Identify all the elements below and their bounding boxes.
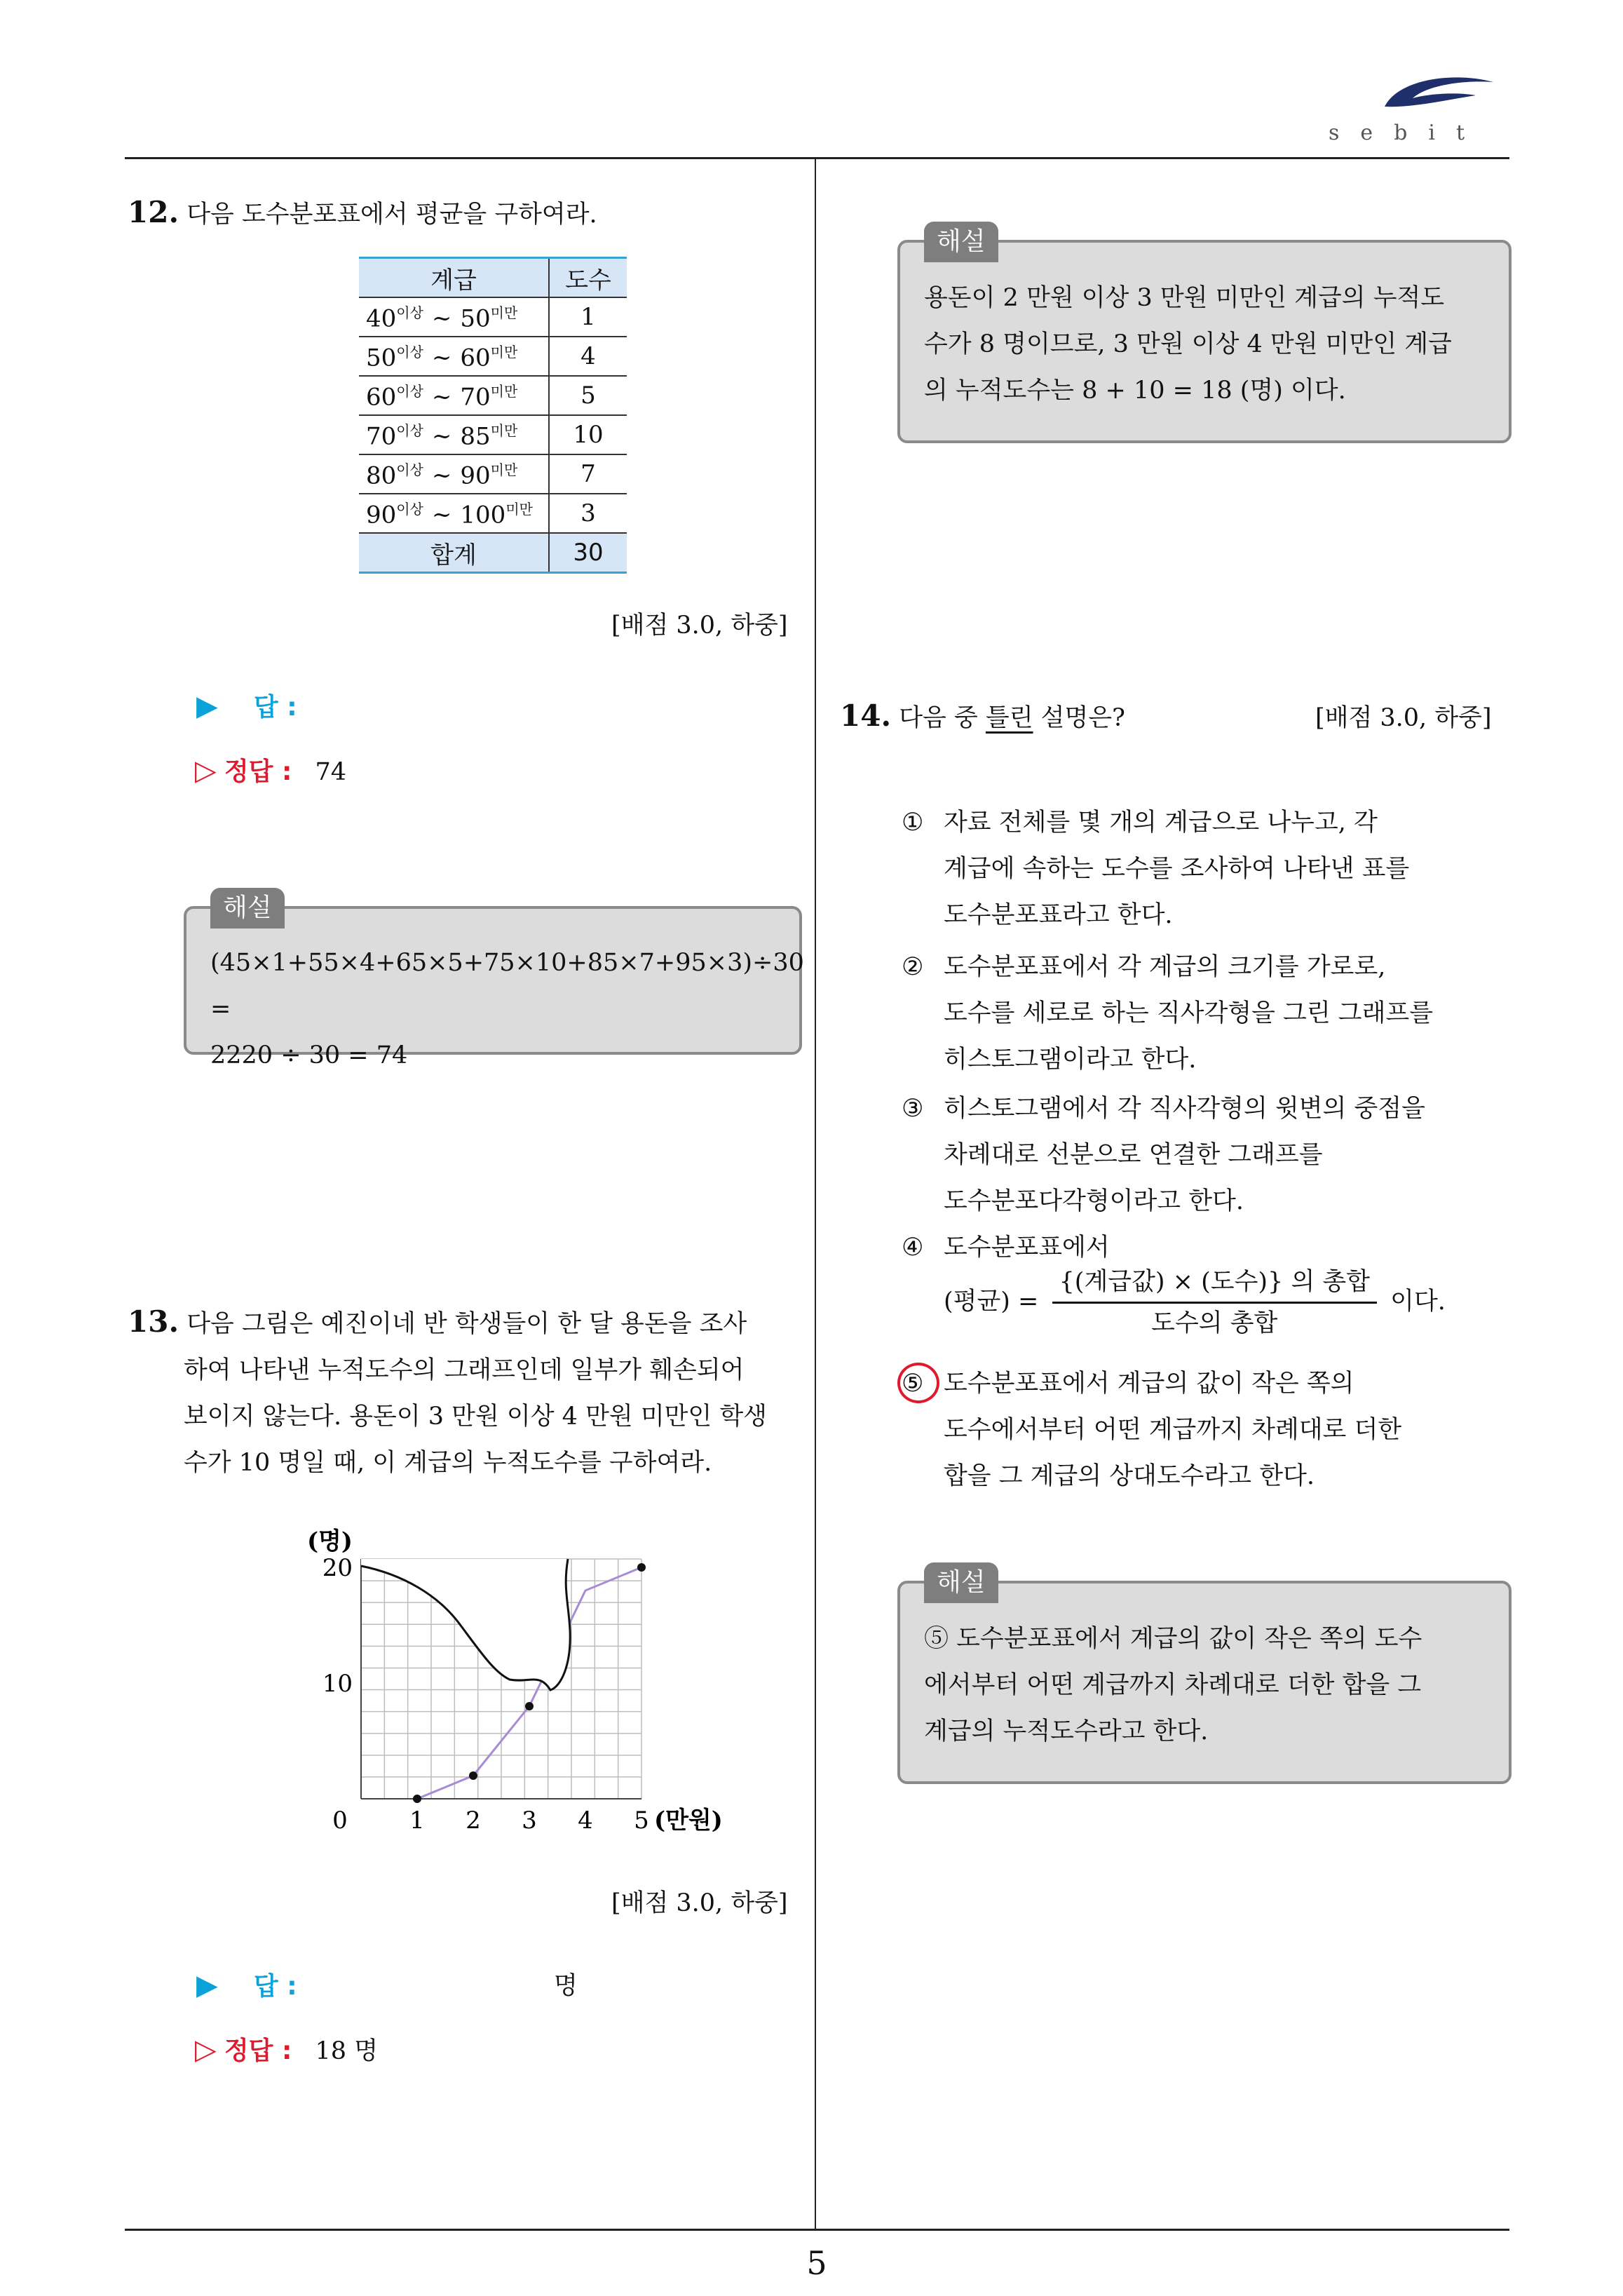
q14-question bbox=[840, 698, 1125, 734]
interval-low: 70 bbox=[366, 422, 397, 451]
q12-explanation-title: 해설 bbox=[210, 888, 285, 928]
q14-text-after: 설명은? bbox=[1033, 704, 1125, 732]
q12-explanation-line-2: 2220 ÷ 30 = 74 bbox=[210, 1041, 408, 1069]
interval-low-suffix: 이상 bbox=[396, 343, 423, 360]
interval-high-suffix: 미만 bbox=[490, 421, 518, 439]
column-divider bbox=[815, 159, 816, 2229]
interval-high: 85 bbox=[460, 422, 491, 451]
q12-solution-value: 74 bbox=[315, 758, 347, 786]
formula-numerator: {(계급값) × (도수)} 의 총합 bbox=[1052, 1262, 1377, 1304]
q14-mean-formula bbox=[944, 1262, 1446, 1343]
footer-rule bbox=[125, 2229, 1509, 2231]
x-tick-label: 4 bbox=[578, 1807, 593, 1835]
q13-question bbox=[128, 1299, 801, 1486]
q12-explanation-box bbox=[184, 893, 804, 1069]
q13-explanation-line-1: 용돈이 2 만원 이상 3 만원 미만인 계급의 누적도 bbox=[924, 284, 1445, 312]
q13-text-line-3: 보이지 않는다. 용돈이 3 만원 이상 4 만원 미만인 학생 bbox=[184, 1403, 767, 1431]
q13-explanation-box bbox=[897, 227, 1512, 443]
interval-high: 70 bbox=[460, 383, 491, 412]
formula-lhs: (평균) = bbox=[944, 1288, 1039, 1316]
q13-text-line-4: 수가 10 명일 때, 이 계급의 누적도수를 구하여라. bbox=[184, 1449, 712, 1477]
interval-low: 60 bbox=[366, 383, 397, 412]
option-3-line-3: 도수분포다각형이라고 한다. bbox=[944, 1187, 1244, 1215]
interval-high-suffix: 미만 bbox=[490, 304, 518, 321]
q12-answer-row bbox=[196, 687, 297, 723]
table-header-class: 계급 bbox=[359, 258, 549, 298]
option-2-line-1: 도수분포표에서 각 계급의 크기를 가로로, bbox=[944, 953, 1386, 981]
interval-high: 90 bbox=[460, 461, 491, 490]
interval-tilde: ~ bbox=[431, 383, 452, 412]
interval-low-suffix: 이상 bbox=[396, 304, 423, 321]
q13-solution-row bbox=[195, 2031, 378, 2067]
class-interval bbox=[359, 376, 549, 415]
class-interval bbox=[359, 415, 549, 454]
q12-text: 다음 도수분포표에서 평균을 구하여라. bbox=[186, 201, 597, 229]
option-4-line-1: 도수분포표에서 bbox=[944, 1234, 1110, 1262]
class-interval bbox=[359, 337, 549, 376]
option-3-line-1: 히스토그램에서 각 직사각형의 윗변의 중점을 bbox=[944, 1095, 1425, 1123]
interval-low-suffix: 이상 bbox=[396, 382, 423, 400]
data-point bbox=[469, 1771, 477, 1780]
q13-explanation-line-2: 수가 8 명이므로, 3 만원 이상 4 만원 미만인 계급 bbox=[924, 330, 1452, 358]
x-axis-label: (만원) bbox=[654, 1807, 723, 1835]
q13-answer-row bbox=[196, 1966, 297, 2002]
play-triangle-icon: ▶ bbox=[196, 690, 218, 722]
q12-answer-label: 답 : bbox=[253, 693, 297, 722]
x-tick-label: 2 bbox=[466, 1807, 481, 1835]
interval-low-suffix: 이상 bbox=[396, 500, 423, 518]
data-point bbox=[413, 1795, 421, 1803]
q13-text-line-2: 하여 나타낸 누적도수의 그래프인데 일부가 훼손되어 bbox=[184, 1356, 745, 1384]
interval-high: 60 bbox=[460, 344, 491, 372]
q12-number: 12. bbox=[128, 195, 179, 229]
q13-text-line-1: 다음 그림은 예진이네 반 학생들이 한 달 용돈을 조사 bbox=[186, 1310, 747, 1338]
interval-high: 100 bbox=[460, 501, 506, 529]
table-total-label: 합계 bbox=[359, 533, 549, 573]
interval-low: 90 bbox=[366, 501, 397, 529]
interval-tilde: ~ bbox=[431, 461, 452, 490]
play-triangle-icon: ▶ bbox=[196, 1969, 218, 2001]
q12-frequency-table bbox=[359, 257, 627, 574]
class-frequency: 4 bbox=[549, 337, 627, 376]
q12-solution-label: 정답 : bbox=[224, 757, 292, 786]
option-1-line-3: 도수분포표라고 한다. bbox=[944, 901, 1173, 929]
table-header-freq: 도수 bbox=[549, 258, 627, 298]
q13-number: 13. bbox=[128, 1304, 179, 1339]
class-frequency: 3 bbox=[549, 494, 627, 533]
outline-triangle-icon: ▷ bbox=[195, 755, 217, 787]
table-row bbox=[359, 337, 627, 376]
data-point bbox=[637, 1563, 646, 1572]
q12-meta: [배점 3.0, 하중] bbox=[611, 612, 788, 640]
interval-high-suffix: 미만 bbox=[490, 461, 518, 478]
class-interval bbox=[359, 494, 549, 533]
interval-high-suffix: 미만 bbox=[505, 500, 533, 518]
q14-explanation-box bbox=[897, 1568, 1512, 1784]
y-tick-label: 20 bbox=[322, 1554, 353, 1582]
interval-low-suffix: 이상 bbox=[396, 421, 423, 439]
option-1-line-2: 계급에 속하는 도수를 조사하여 나타낸 표를 bbox=[944, 855, 1410, 883]
q13-solution-label: 정답 : bbox=[224, 2037, 292, 2065]
option-5-line-1: 도수분포표에서 계급의 값이 작은 쪽의 bbox=[944, 1370, 1354, 1398]
option-1-line-1: 자료 전체를 몇 개의 계급으로 나누고, 각 bbox=[944, 809, 1378, 837]
q12-solution-row bbox=[195, 752, 346, 788]
option-5-line-3: 합을 그 계급의 상대도수라고 한다. bbox=[944, 1462, 1315, 1490]
option-2-mark: ② bbox=[902, 953, 924, 981]
table-row bbox=[359, 415, 627, 454]
q14-number: 14. bbox=[840, 698, 892, 733]
q14-explanation-line-1: ⑤ 도수분포표에서 계급의 값이 작은 쪽의 도수 bbox=[924, 1625, 1422, 1653]
interval-low: 40 bbox=[366, 304, 397, 333]
interval-tilde: ~ bbox=[431, 304, 452, 333]
table-row bbox=[359, 494, 627, 533]
q14-explanation-line-2: 에서부터 어떤 계급까지 차례대로 더한 합을 그 bbox=[924, 1671, 1422, 1699]
table-row bbox=[359, 297, 627, 337]
option-5-line-2: 도수에서부터 어떤 계급까지 차례대로 더한 bbox=[944, 1416, 1402, 1444]
q13-meta: [배점 3.0, 하중] bbox=[611, 1889, 788, 1917]
x-tick-label: 0 bbox=[332, 1807, 348, 1835]
interval-low-suffix: 이상 bbox=[396, 461, 423, 478]
option-4-mark: ④ bbox=[902, 1234, 924, 1262]
q14-explanation-line-3: 계급의 누적도수라고 한다. bbox=[924, 1717, 1209, 1745]
class-interval bbox=[359, 454, 549, 494]
x-tick-label: 3 bbox=[522, 1807, 537, 1835]
option-2-line-3: 히스토그램이라고 한다. bbox=[944, 1046, 1197, 1074]
q14-text-before: 다음 중 bbox=[899, 704, 986, 732]
class-frequency: 1 bbox=[549, 297, 627, 337]
q12-explanation-line-1: (45×1+55×4+65×5+75×10+85×7+95×3)÷30 = bbox=[210, 949, 804, 1023]
q13-explanation-line-3: 의 누적도수는 8 + 10 = 18 (명) 이다. bbox=[924, 377, 1346, 405]
option-1-mark: ① bbox=[902, 809, 924, 837]
q13-answer-unit: 명 bbox=[554, 1972, 578, 2000]
y-axis-label: (명) bbox=[306, 1527, 353, 1555]
interval-high-suffix: 미만 bbox=[490, 382, 518, 400]
header-rule bbox=[125, 157, 1509, 159]
q14-text-underlined: 틀린 bbox=[985, 704, 1033, 732]
q13-explanation-title: 해설 bbox=[924, 222, 998, 262]
class-interval bbox=[359, 297, 549, 337]
x-tick-label: 1 bbox=[409, 1807, 425, 1835]
interval-tilde: ~ bbox=[431, 501, 452, 529]
q14-option-5 bbox=[902, 1360, 1401, 1499]
interval-low: 50 bbox=[366, 344, 397, 372]
q14-explanation-title: 해설 bbox=[924, 1562, 998, 1603]
formula-suffix: 이다. bbox=[1390, 1288, 1446, 1316]
option-3-mark: ③ bbox=[902, 1095, 924, 1123]
interval-high: 50 bbox=[460, 304, 491, 333]
data-point bbox=[525, 1702, 534, 1710]
q14-option-2 bbox=[902, 944, 1433, 1083]
table-total-value: 30 bbox=[549, 533, 627, 573]
interval-tilde: ~ bbox=[431, 422, 452, 451]
option-2-line-2: 도수를 세로로 하는 직사각형을 그린 그래프를 bbox=[944, 999, 1434, 1027]
outline-triangle-icon: ▷ bbox=[195, 2034, 217, 2066]
q14-meta: [배점 3.0, 하중] bbox=[1315, 704, 1492, 732]
interval-low: 80 bbox=[366, 461, 397, 490]
q13-solution-value: 18 명 bbox=[315, 2037, 379, 2065]
formula-fraction bbox=[1052, 1262, 1377, 1343]
table-row bbox=[359, 376, 627, 415]
q13-chart bbox=[301, 1518, 723, 1854]
class-frequency: 5 bbox=[549, 376, 627, 415]
class-frequency: 7 bbox=[549, 454, 627, 494]
q14-option-3 bbox=[902, 1086, 1425, 1224]
class-frequency: 10 bbox=[549, 415, 627, 454]
logo-swoosh-icon bbox=[1371, 65, 1497, 121]
q12-question bbox=[128, 195, 597, 230]
option-3-line-2: 차례대로 선분으로 연결한 그래프를 bbox=[944, 1141, 1323, 1169]
page-number: 5 bbox=[806, 2244, 827, 2282]
q13-answer-label: 답 : bbox=[253, 1972, 297, 2001]
interval-high-suffix: 미만 bbox=[490, 343, 518, 360]
q14-option-1 bbox=[902, 799, 1409, 938]
option-5-mark: ⑤ bbox=[902, 1370, 924, 1398]
x-tick-label: 5 bbox=[634, 1807, 649, 1835]
table-row bbox=[359, 454, 627, 494]
formula-denominator: 도수의 총합 bbox=[1151, 1309, 1278, 1337]
logo-text: sebit bbox=[1329, 121, 1486, 145]
interval-tilde: ~ bbox=[431, 344, 452, 372]
logo bbox=[1371, 65, 1497, 121]
y-tick-label: 10 bbox=[322, 1670, 353, 1698]
cumulative-frequency-chart bbox=[301, 1518, 723, 1848]
